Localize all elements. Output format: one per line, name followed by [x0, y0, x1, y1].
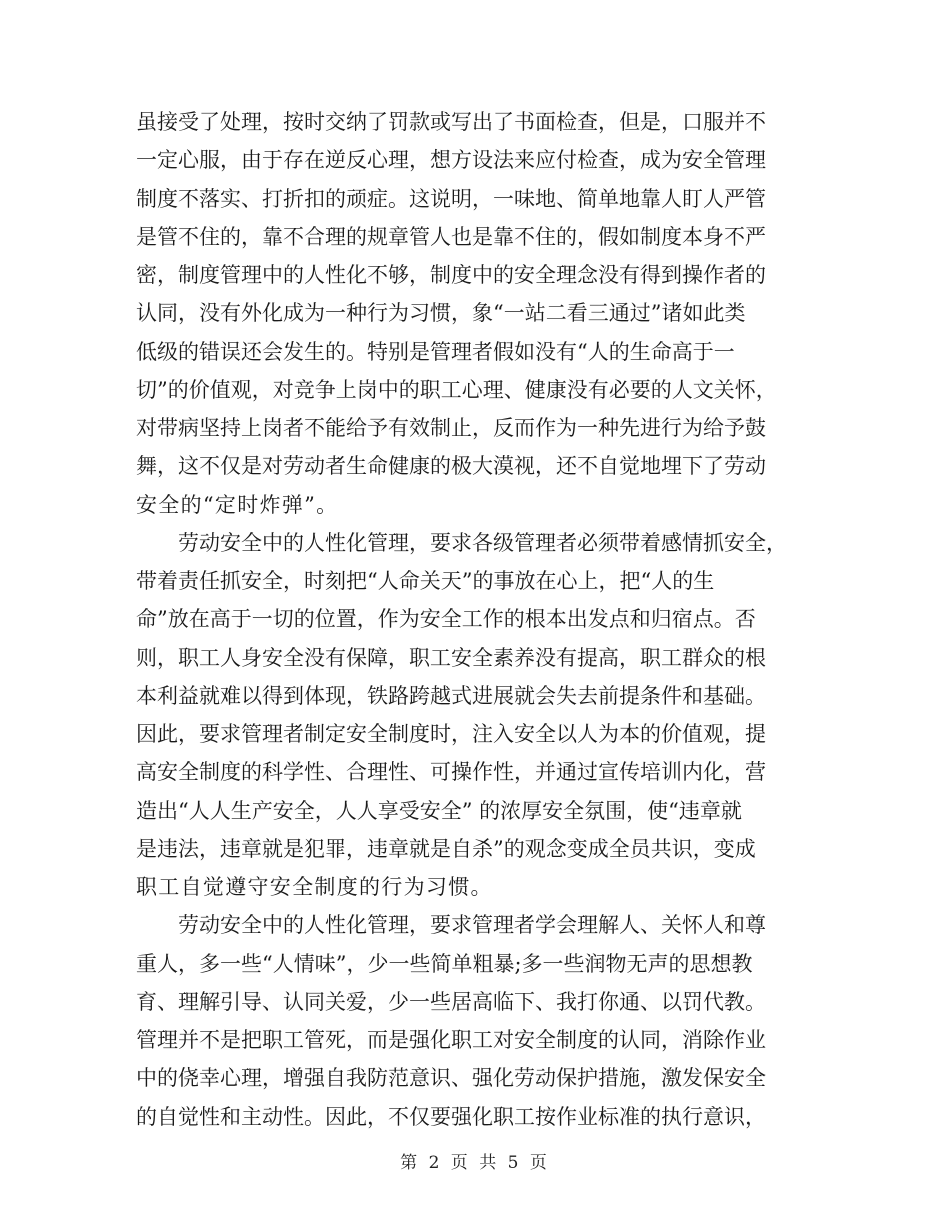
text-line: 是违法，违章就是犯罪，违章就是自杀”的观念变成全员共识，变成 [136, 836, 756, 861]
text-line: 因此，要求管理者制定安全制度时，注入安全以人为本的价值观，提 [136, 722, 766, 746]
text-line: 重人，多一些“人情味”，少一些简单粗暴;多一些润物无声的思想教 [136, 951, 753, 976]
text-line: 密，制度管理中的人性化不够，制度中的安全理念没有得到操作者的 [136, 263, 766, 287]
text-line: 认同，没有外化成为一种行为习惯，象“一站二看三通过”诸如此类 [136, 301, 746, 326]
text-line: 安全的“定时炸弹”。 [136, 492, 339, 517]
text-line: 虽接受了处理，按时交纳了罚款或写出了书面检查，但是，口服并不 [136, 110, 766, 134]
text-line: 带着责任抓安全，时刻把“人命关天”的事放在心上，把“人的生 [136, 569, 715, 593]
body-text [136, 103, 816, 1136]
text-line: 切”的价值观，对竞争上岗中的职工心理、健康没有必要的人文关怀， [136, 377, 777, 402]
text-line: 高安全制度的科学性、合理性、可操作性，并通过宣传培训内化，营 [136, 760, 766, 785]
text-line: 中的侥幸心理，增强自我防范意识、强化劳动保护措施，激发保安全 [136, 1066, 766, 1091]
text-line: 的自觉性和主动性。因此，不仅要强化职工按作业标准的执行意识， [136, 1104, 766, 1129]
text-line: 职工自觉遵守安全制度的行为习惯。 [136, 875, 493, 899]
text-line: 造出“人人生产安全，人人享受安全” 的浓厚安全氛围，使“违章就 [136, 798, 742, 823]
text-line: 则，职工人身安全没有保障，职工安全素养没有提高，职工群众的根 [136, 645, 766, 670]
text-line: 管理并不是把职工管死，而是强化职工对安全制度的认同，消除作业 [136, 1028, 766, 1052]
text-line: 命”放在高于一切的位置，作为安全工作的根本出发点和归宿点。否 [136, 607, 756, 632]
text-line: 对带病坚持上岗者不能给予有效制止，反而作为一种先进行为给予鼓 [136, 416, 766, 440]
text-line: 低级的错误还会发生的。特别是管理者假如没有“人的生命高于一 [136, 339, 735, 364]
text-line: 本利益就难以得到体现，铁路跨越式进展就会失去前提条件和基础。 [136, 683, 766, 708]
text-line: 舞，这不仅是对劳动者生命健康的极大漠视，还不自觉地埋下了劳动 [136, 454, 766, 479]
text-line: 劳动安全中的人性化管理，要求管理者学会理解人、关怀人和尊 [136, 913, 766, 938]
text-line: 制度不落实、打折扣的顽症。这说明，一味地、简单地靠人盯人严管 [136, 186, 766, 211]
text-line: 是管不住的，靠不合理的规章管人也是靠不住的，假如制度本身不严 [136, 224, 766, 249]
page-footer: 第 2 页 共 5 页 [400, 1153, 550, 1173]
text-line: 育、理解引导、认同关爱，少一些居高临下、我打你通、以罚代教。 [136, 989, 766, 1014]
text-line: 劳动安全中的人性化管理，要求各级管理者必须带着感情抓安全， [136, 530, 787, 555]
text-line: 一定心服，由于存在逆反心理，想方设法来应付检查，成为安全管理 [136, 148, 766, 173]
